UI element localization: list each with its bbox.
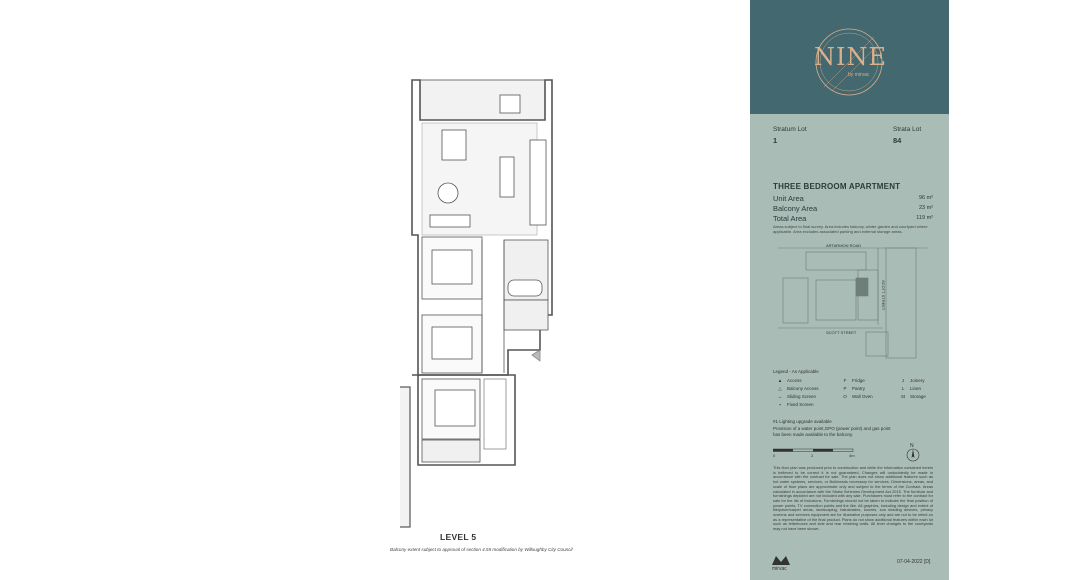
bathtub — [508, 280, 542, 296]
legend-item: ▪ Fixed Screen — [779, 402, 814, 407]
dining-table — [442, 130, 466, 160]
balcony-table — [500, 95, 520, 113]
legend-item: ▲ Access — [777, 378, 802, 383]
logo-text: NINE — [814, 43, 887, 71]
bed-2 — [432, 327, 472, 359]
logo-by-text: by mirvac — [848, 72, 870, 78]
site-street-right: SCOTT STREET — [881, 280, 886, 311]
strata-value: 84 — [893, 136, 902, 145]
site-street-bottom: SCOTT STREET — [826, 330, 857, 335]
balcony-note: Balcony extent subject to approval of section 4.55 modification by Willoughby City Council — [390, 547, 573, 552]
panel-header — [750, 0, 949, 114]
legend-item: ↔ Sliding Screen — [777, 394, 817, 399]
svg-text:N: N — [910, 443, 914, 449]
laundry — [504, 300, 548, 330]
north-arrow-icon — [905, 441, 921, 463]
area-row-unit: Unit Area 96 m² — [773, 194, 933, 203]
stratum-lot — [773, 126, 807, 145]
legend-item: J Joinery — [901, 378, 925, 383]
area-row-total: Total Area 119 m² — [773, 214, 933, 223]
strata-lot — [893, 126, 921, 145]
scale-bar — [773, 447, 863, 461]
nine-logo — [814, 27, 887, 97]
legend-item: St Storage — [900, 394, 926, 399]
svg-text:2: 2 — [811, 453, 814, 458]
info-panel — [750, 0, 949, 580]
stratum-value: 1 — [773, 136, 778, 145]
sofa — [430, 215, 470, 227]
floor-plan-drawing — [400, 75, 590, 530]
svg-text:4m: 4m — [849, 453, 855, 458]
legend-item: L Linen — [901, 386, 922, 391]
balcony-top — [420, 80, 545, 120]
strata-label: Strata Lot — [893, 126, 922, 133]
note-lighting: #1 Lighting upgrade available — [773, 419, 832, 424]
plan-date: 07-04-2022 [D] — [897, 559, 931, 565]
apartment-title: THREE BEDROOM APARTMENT — [773, 182, 901, 191]
area-note: Areas subject to final survey. Area includes balcony, winter garden and courtyard where applicable. Area excludes associated parking and external storage areas. — [773, 224, 928, 234]
svg-text:0: 0 — [773, 453, 776, 458]
level-label: LEVEL 5 — [440, 532, 477, 542]
stratum-label: Stratum Lot — [773, 126, 807, 133]
legend-item: O Wall Oven — [843, 394, 873, 399]
ensuite — [422, 440, 480, 462]
kitchen-bench — [530, 140, 546, 225]
legend-item: P Pantry — [843, 386, 866, 391]
bed-3 — [432, 250, 472, 284]
entry-arrow — [532, 350, 540, 361]
lounge-table — [438, 183, 458, 203]
legend-item: F Fridge — [843, 378, 865, 383]
area-row-balcony: Balcony Area 23 m² — [773, 204, 933, 213]
mirvac-logo-icon — [772, 553, 790, 565]
site-plan — [778, 240, 928, 360]
bed-master — [435, 390, 475, 426]
disclaimer: This floor plan was produced prior to construction and while the information contained herein is believed to be correct it is not guaranteed. Changes will undoubtedly be made in accordance with the contract for sale. The plan does not show additional features such as hot water systems, services, or Bulkheads necessary for services. Dimensions, areas, and scale of floor plans are approximate only and subject to the terms of the Contract. Areas calculated in accordance with the Strata Schemes Development Act 2015. The furniture and furnishings depicted are not included with any sale. Purchasers must refer to the contract for sale for the list of inclusions. Furnishings should not be taken to indicate the final position of power points, TV connection points and the like. All graphics, including design and extent of tile/paver/carpet areas, landscaping, balustrades, louvres, sun shading devices, privacy screens and services equipment are for illustrative purposes only and are not to be relied on as a representative of the final product. Plans do not show additional features within each lot such as letterboxes and side and rear retaining walls. All level changes to the courtyards may not have been shown. — [773, 465, 933, 532]
legend-item: △ Balcony Access — [778, 386, 819, 391]
mirvac-logo-text: mirvac — [772, 566, 787, 572]
site-road-top: ARTARMON ROAD — [826, 243, 862, 248]
note-provision: Provision of a water point,GPO (power point) and gas point has been made available to the balcony. — [773, 426, 891, 437]
legend-title: Legend - As Applicable — [773, 369, 819, 374]
kitchen-island — [500, 157, 514, 197]
balcony-side — [400, 387, 410, 527]
